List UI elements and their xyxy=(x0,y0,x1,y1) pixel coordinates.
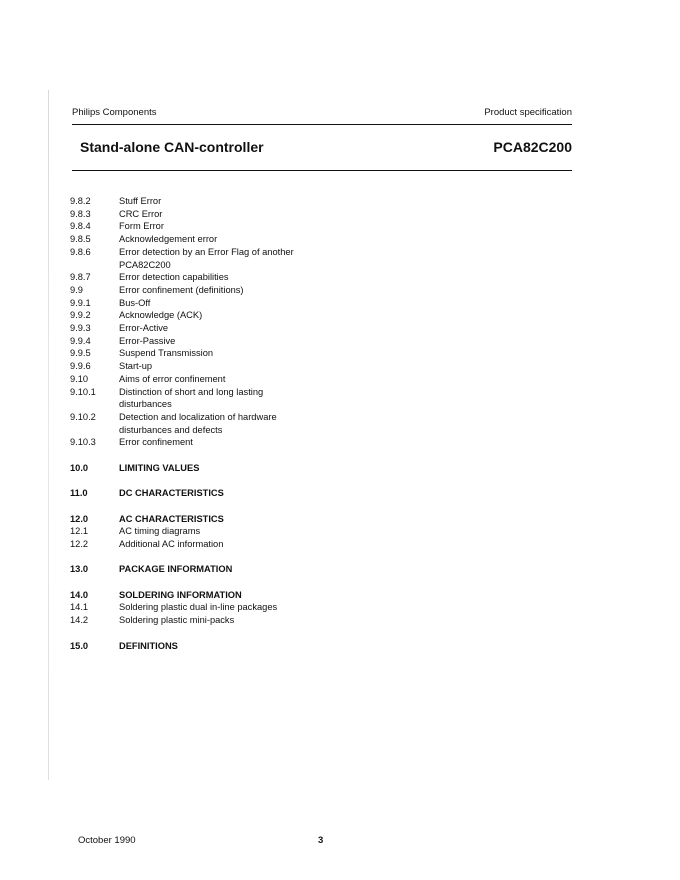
document-type: Product specification xyxy=(484,107,572,118)
toc-entry xyxy=(70,322,510,335)
toc-section-number: 14.2 xyxy=(70,615,89,626)
toc-section-title: Error confinement (definitions) xyxy=(119,284,244,295)
toc-section-number: 12.2 xyxy=(70,538,89,549)
toc-entry xyxy=(70,246,510,271)
toc-entry xyxy=(70,360,510,373)
toc-entry xyxy=(70,411,510,436)
table-of-contents xyxy=(70,195,510,652)
toc-section-title: Form Error xyxy=(119,221,164,232)
toc-entry xyxy=(70,386,510,411)
toc-section-title: Acknowledgement error xyxy=(119,234,218,245)
toc-entry xyxy=(70,297,510,310)
title-bar xyxy=(80,139,572,159)
toc-entry xyxy=(70,233,510,246)
toc-section-title: Detection and localization of hardware disturbances and defects xyxy=(119,411,277,435)
toc-section-title: DC CHARACTERISTICS xyxy=(119,488,224,499)
toc-section-title: Stuff Error xyxy=(119,196,162,206)
issue-date: October 1990 xyxy=(78,835,136,846)
product-title: Stand-alone CAN-controller xyxy=(80,139,264,155)
header-bottom-rule xyxy=(72,170,572,171)
toc-section-number: 9.8.4 xyxy=(70,221,91,232)
toc-section-number: 9.9.5 xyxy=(70,348,91,359)
toc-section-number: 9.8.3 xyxy=(70,208,91,219)
toc-section-number: 9.9.2 xyxy=(70,310,91,321)
toc-section-title: Error detection by an Error Flag of another PCA82C200 xyxy=(119,246,294,270)
toc-section-number: 9.10.1 xyxy=(70,386,96,397)
toc-section-number: 14.1 xyxy=(70,602,89,613)
toc-section-number: 12.1 xyxy=(70,526,89,537)
page-footer xyxy=(78,835,338,849)
toc-section-title: DEFINITIONS xyxy=(119,640,178,651)
toc-section-title: Aims of error confinement xyxy=(119,373,226,384)
toc-section-title: Start-up xyxy=(119,361,153,372)
toc-section-title: Error confinement xyxy=(119,437,193,448)
toc-section-title: Additional AC information xyxy=(119,538,224,549)
toc-entry xyxy=(70,284,510,297)
toc-entry xyxy=(70,487,510,500)
page-number: 3 xyxy=(318,835,324,846)
toc-entry xyxy=(70,640,510,653)
toc-section-title: Error-Passive xyxy=(119,335,176,346)
toc-section-number: 9.10.3 xyxy=(70,437,96,448)
toc-entry xyxy=(70,271,510,284)
toc-section-number: 9.8.2 xyxy=(70,196,91,206)
toc-section-title: AC CHARACTERISTICS xyxy=(119,513,224,524)
toc-entry xyxy=(70,589,510,602)
toc-entry xyxy=(70,601,510,614)
toc-entry xyxy=(70,195,510,208)
toc-entry xyxy=(70,347,510,360)
toc-section-number: 9.9.1 xyxy=(70,297,91,308)
toc-section-title: Error-Active xyxy=(119,323,169,334)
toc-entry xyxy=(70,373,510,386)
toc-section-title: Suspend Transmission xyxy=(119,348,214,359)
toc-entry xyxy=(70,208,510,221)
toc-section-title: AC timing diagrams xyxy=(119,526,201,537)
toc-entry xyxy=(70,335,510,348)
toc-section-number: 9.8.5 xyxy=(70,234,91,245)
toc-entry xyxy=(70,513,510,526)
toc-section-number: 11.0 xyxy=(70,488,88,499)
toc-entry xyxy=(70,525,510,538)
toc-section-number: 9.9.4 xyxy=(70,335,91,346)
binding-edge-mark xyxy=(48,90,49,780)
toc-section-number: 9.8.6 xyxy=(70,246,91,257)
toc-section-title: Bus-Off xyxy=(119,297,151,308)
toc-entry xyxy=(70,220,510,233)
toc-section-number: 15.0 xyxy=(70,640,89,651)
toc-section-title: LIMITING VALUES xyxy=(119,462,200,473)
toc-section-number: 12.0 xyxy=(70,513,89,524)
toc-section-number: 9.8.7 xyxy=(70,272,91,283)
toc-section-title: PACKAGE INFORMATION xyxy=(119,564,233,575)
toc-entry xyxy=(70,436,510,449)
toc-entry xyxy=(70,462,510,475)
company-name: Philips Components xyxy=(72,107,157,118)
toc-entry xyxy=(70,538,510,551)
toc-entry xyxy=(70,614,510,627)
toc-section-title: Soldering plastic dual in-line packages xyxy=(119,602,278,613)
toc-section-title: Error detection capabilities xyxy=(119,272,229,283)
toc-section-number: 14.0 xyxy=(70,589,89,600)
toc-section-number: 9.10 xyxy=(70,373,89,384)
header-top-rule xyxy=(72,124,572,125)
toc-section-number: 13.0 xyxy=(70,564,89,575)
toc-entry xyxy=(70,563,510,576)
toc-section-number: 10.0 xyxy=(70,462,89,473)
toc-section-title: Distinction of short and long lasting disturbances xyxy=(119,386,264,410)
toc-section-title: SOLDERING INFORMATION xyxy=(119,589,242,600)
toc-section-number: 9.10.2 xyxy=(70,411,96,422)
toc-section-title: CRC Error xyxy=(119,208,163,219)
page-header xyxy=(72,107,572,121)
toc-entry xyxy=(70,309,510,322)
part-number: PCA82C200 xyxy=(493,139,572,155)
toc-section-number: 9.9.6 xyxy=(70,361,91,372)
toc-section-title: Acknowledge (ACK) xyxy=(119,310,203,321)
toc-section-title: Soldering plastic mini-packs xyxy=(119,615,235,626)
toc-section-number: 9.9.3 xyxy=(70,323,91,334)
toc-section-number: 9.9 xyxy=(70,284,83,295)
